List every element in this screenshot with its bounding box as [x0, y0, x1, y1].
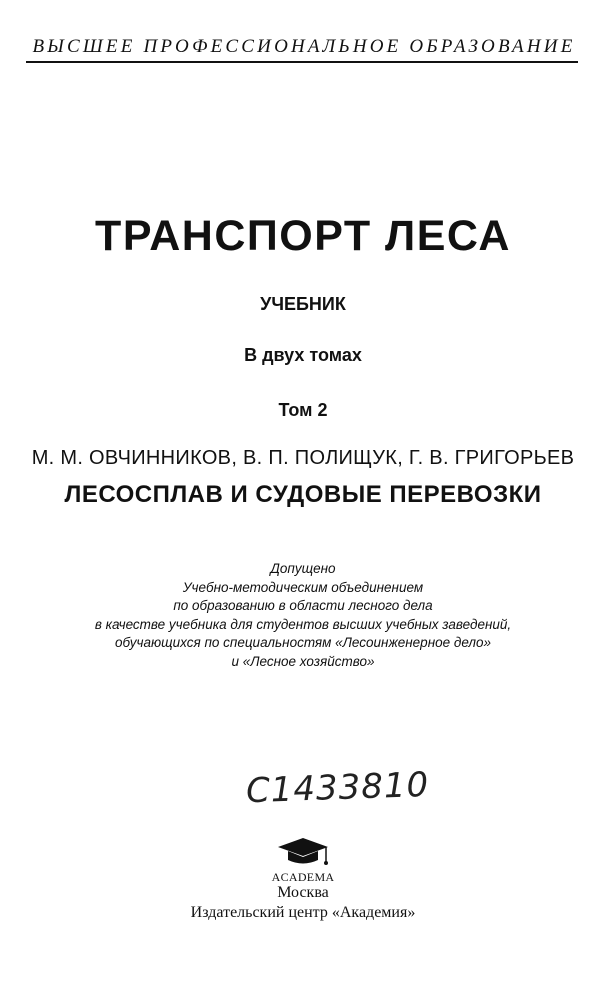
- approval-line: Учебно-методическим объединением: [182, 579, 424, 595]
- approval-note: [0, 560, 606, 672]
- handwritten-shelf-mark: С1433810: [245, 764, 430, 812]
- approval-line: по образованию в области лесного дела: [173, 598, 433, 614]
- approval-line: Допущено: [270, 561, 336, 576]
- volume-title: ЛЕСОСПЛАВ И СУДОВЫЕ ПЕРЕВОЗКИ: [64, 481, 542, 508]
- publisher-name: Издательский центр «Академия»: [190, 904, 416, 921]
- volume-number: Том 2: [278, 400, 328, 420]
- approval-line: в качестве учебника для студентов высших учебных заведений,: [94, 616, 512, 632]
- volumes-note: В двух томах: [244, 345, 362, 365]
- approval-line: и «Лесное хозяйство»: [231, 653, 375, 669]
- approval-line: обучающихся по специальностям «Лесоинженерное дело»: [114, 635, 492, 651]
- book-subtitle: УЧЕБНИК: [260, 294, 346, 314]
- logo-text: ACADEMA: [271, 870, 335, 884]
- book-title: ТРАНСПОРТ ЛЕСА: [95, 212, 511, 260]
- authors: М. М. ОВЧИННИКОВ, В. П. ПОЛИЩУК, Г. В. ГРИГОРЬЕВ: [31, 447, 575, 469]
- header-rule: [26, 61, 578, 63]
- publisher-city: Москва: [277, 884, 329, 901]
- series-title: ВЫСШЕЕ ПРОФЕССИОНАЛЬНОЕ ОБРАЗОВАНИЕ: [32, 36, 576, 57]
